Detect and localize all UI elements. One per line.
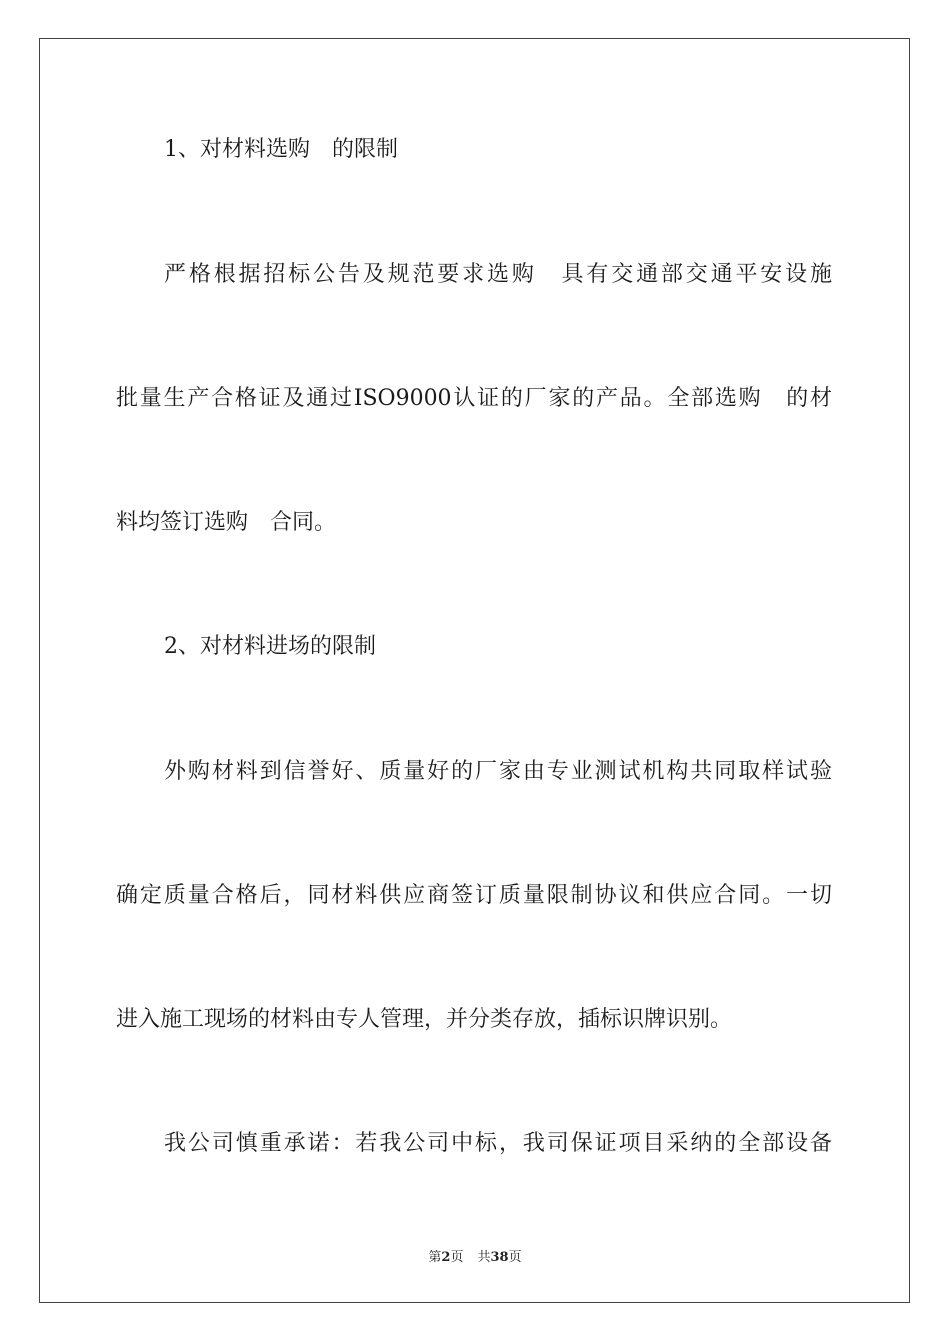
paragraph-line: 我公司慎重承诺：若我公司中标，我司保证项目采纳的全部设备 <box>164 1131 832 1156</box>
total-prefix: 共 <box>477 1250 491 1265</box>
paragraph-line: 料均签订选购 合同。 <box>116 510 337 535</box>
paragraph-line: 批量生产合格证及通过ISO9000认证的厂家的产品。全部选购 的材 <box>116 386 832 411</box>
page-total-number: 38 <box>490 1250 509 1265</box>
total-unit: 页 <box>508 1250 522 1265</box>
paragraph-line: 确定质量合格后，同材料供应商签订质量限制协议和供应合同。一切 <box>116 883 832 908</box>
page-prefix: 第 <box>428 1250 442 1265</box>
page-current-number: 2 <box>441 1250 451 1265</box>
paragraph-line: 外购材料到信誉好、质量好的厂家由专业测试机构共同取样试验 <box>164 759 832 784</box>
section-heading-1: 1、对材料选购 的限制 <box>164 137 398 162</box>
page-unit: 页 <box>450 1250 464 1265</box>
paragraph-line: 进入施工现场的材料由专人管理，并分类存放，插标识牌识别。 <box>116 1007 733 1032</box>
paragraph-line: 严格根据招标公告及规范要求选购 具有交通部交通平安设施 <box>164 262 832 287</box>
page-border <box>39 38 910 1303</box>
page-footer <box>0 1250 950 1266</box>
section-heading-2: 2、对材料进场的限制 <box>164 634 376 659</box>
